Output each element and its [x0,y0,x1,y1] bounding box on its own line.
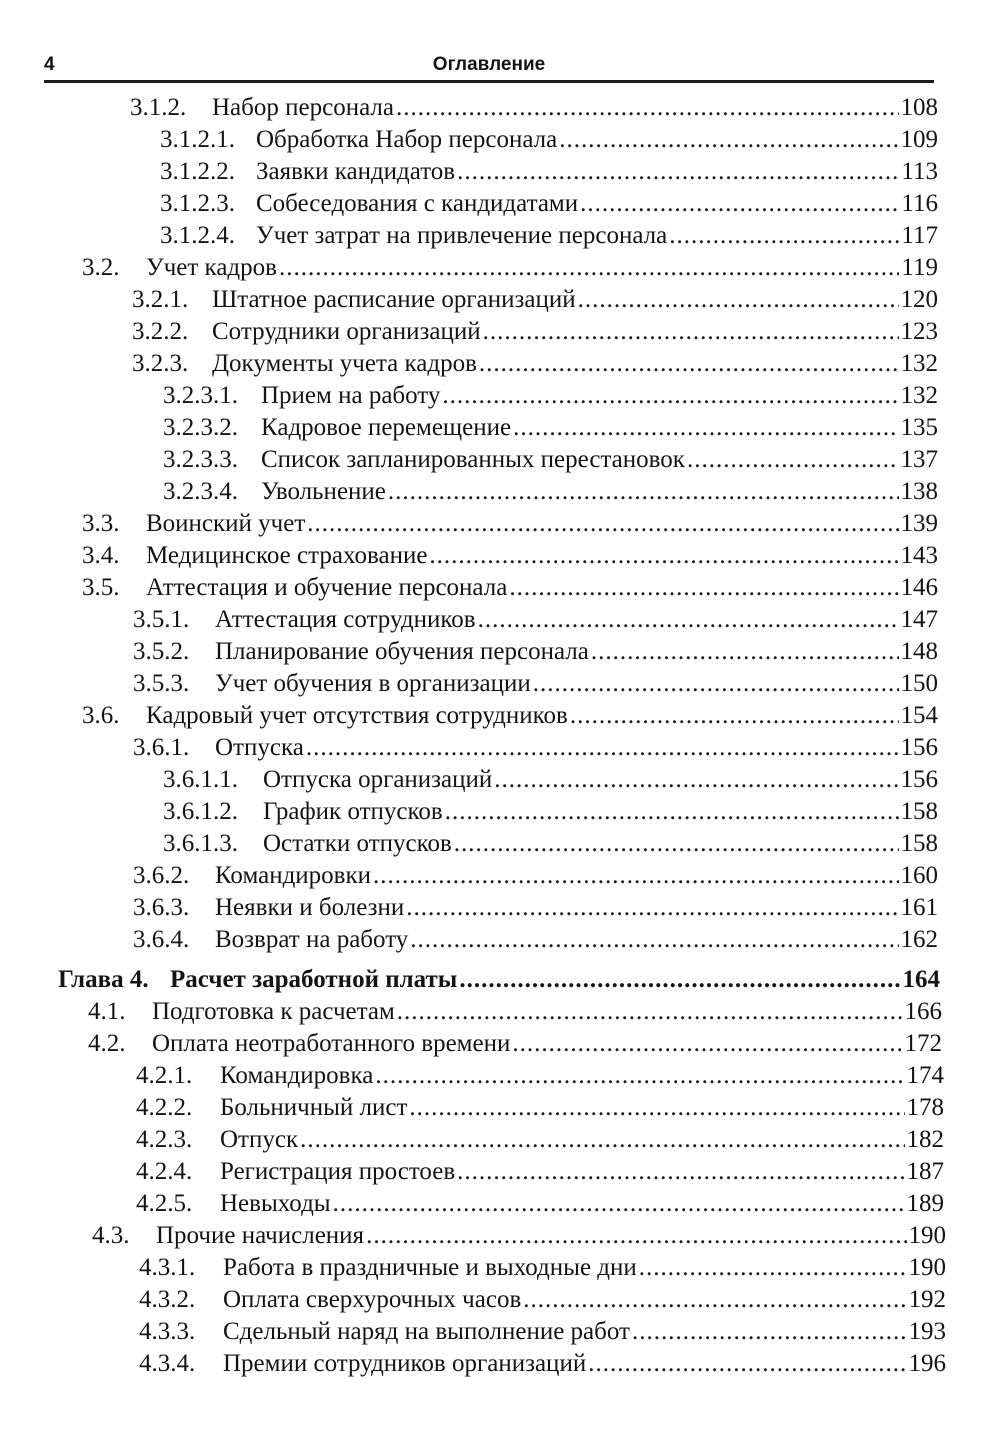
toc-entry-page: 178 [906,1094,944,1121]
toc-entry-number: 4.3. [92,1222,130,1249]
toc-entry-title: Планирование обучения персонала [215,638,589,665]
toc-entry-title: Командировка [220,1062,374,1089]
toc-entry-number: 4.2. [88,1030,126,1057]
toc-entry [82,542,938,574]
toc-entry [163,766,938,798]
toc-entry-page: 135 [900,414,938,441]
toc-entry [88,1030,942,1062]
toc-entry-title: Работа в праздничные и выходные дни [223,1254,637,1281]
toc-entry-page: 132 [900,350,938,377]
toc-entry-page: 189 [906,1190,944,1217]
toc-entry-page: 143 [900,542,938,569]
dot-leader [366,1222,906,1250]
toc-entry-number: 3.1.2.3. [160,190,235,217]
toc-entry-page: 160 [900,862,938,889]
dot-leader [632,1318,907,1346]
toc-entry [160,190,938,222]
toc-entry [163,830,938,862]
toc-entry-page: 174 [906,1062,944,1089]
toc-entry-page: 192 [908,1286,946,1313]
toc-entry-title: Медицинское страхование [146,542,428,569]
toc-entry-page: 158 [900,830,938,857]
toc-entry [132,286,938,318]
toc-entry-page: 156 [900,766,938,793]
toc-entry-number: 3.5.3. [133,670,190,697]
toc-entry-title: Командировки [215,862,372,889]
dot-leader [457,1158,904,1186]
dot-leader [588,1350,906,1378]
toc-entry [163,798,938,830]
toc-entry-number: 3.1.2. [130,94,187,121]
toc-entry-number: 4.3.4. [139,1350,196,1377]
dot-leader [409,1094,904,1122]
toc-entry [133,606,938,638]
toc-entry [163,382,938,414]
toc-entry [163,478,938,510]
running-title: Оглавление [432,54,546,75]
toc-entry-title: Сотрудники организаций [212,318,481,345]
toc-entry-title: Список запланированных перестановок [261,446,685,473]
dot-leader [478,606,899,634]
toc-entry-number: 3.6.2. [133,862,190,889]
dot-leader [454,830,899,858]
toc-entry-number: 3.2.3.3. [163,446,238,473]
toc-entry-number: 3.2.3.4. [163,478,238,505]
toc-entry-page: 113 [901,158,938,185]
toc-entry-title: Заявки кандидатов [256,158,456,185]
toc-entry-title: Воинский учет [146,510,306,537]
toc-entry-title: Невыходы [220,1190,331,1217]
toc-entry [136,1094,944,1126]
toc-entry-title: Кадровое перемещение [261,414,512,441]
toc-entry-page: 132 [900,382,938,409]
toc-entry [133,638,938,670]
toc-entry-number: 3.6.1.3. [163,830,238,857]
toc-entry [163,446,938,478]
toc-entry-page: 162 [900,926,938,953]
dot-leader [410,926,898,954]
toc-entry-page: 161 [900,894,938,921]
toc-entry-number: 3.2.2. [132,318,189,345]
toc-entry-title: Неявки и болезни [215,894,405,921]
toc-entry-title: Штатное расписание организаций [212,286,576,313]
dot-leader [375,1062,904,1090]
toc-entry-title: Аттестация и обучение персонала [146,574,508,601]
dot-leader [669,222,899,250]
toc-entry-title: Оплата неотработанного времени [152,1030,511,1057]
toc-entry [133,894,938,926]
toc-entry-title: Аттестация сотрудников [215,606,476,633]
toc-entry-page: 156 [900,734,938,761]
dot-leader [396,94,899,122]
toc-entry-page: 193 [908,1318,946,1345]
toc-entry-title: Прочие начисления [156,1222,365,1249]
dot-leader [513,414,898,442]
toc-entry-number: 4.2.1. [136,1062,193,1089]
toc-entry-page: 158 [900,798,938,825]
toc-entry-number: 4.2.2. [136,1094,193,1121]
toc-entry [160,126,938,158]
toc-entry-page: 190 [908,1254,946,1281]
toc-entry [133,734,938,766]
dot-leader [512,1030,902,1058]
toc-entry-page: 139 [900,510,938,537]
toc-entry-title: Сдельный наряд на выполнение работ [223,1318,630,1345]
toc-entry [136,1062,944,1094]
dot-leader [406,894,898,922]
toc-entry [139,1254,946,1286]
dot-leader [479,350,899,378]
dot-leader [687,446,899,474]
toc-entry-page: 147 [900,606,938,633]
toc-entry [163,414,938,446]
toc-chapter-entry [58,966,940,998]
toc-entry-title: Расчет заработной платы [170,966,458,993]
toc-entry-number: 3.6. [82,702,120,729]
toc-entry-number: 3.6.1.1. [163,766,238,793]
toc-entry-title: Кадровый учет отсутствия сотрудников [146,702,568,729]
toc-entry-number: 3.2.1. [132,286,189,313]
toc-entry [82,510,938,542]
toc-entry-page: 117 [901,222,938,249]
toc-entry-number: 3.5.1. [133,606,190,633]
toc-entry [88,998,942,1030]
toc-entry-title: Отпуск [220,1126,299,1153]
toc-entry-page: 109 [900,126,938,153]
toc-entry [160,222,938,254]
toc-entry [133,670,938,702]
toc-entry-number: 4.3.3. [139,1318,196,1345]
toc-entry [82,254,938,286]
dot-leader [580,190,899,218]
dot-leader [307,510,898,538]
toc-entry-page: 164 [902,966,940,993]
toc-entry-title: Регистрация простоев [220,1158,456,1185]
toc-entry-page: 172 [904,1030,942,1057]
toc-entry-title: Обработка Набор персонала [256,126,558,153]
toc-entry-title: Документы учета кадров [212,350,477,377]
dot-leader [591,638,899,666]
toc-entry-page: 150 [900,670,938,697]
toc-entry [139,1286,946,1318]
page-number: 4 [44,54,55,75]
toc-entry [136,1158,944,1190]
toc-entry-number: 3.6.3. [133,894,190,921]
toc-entry [139,1318,946,1350]
toc-entry [133,926,938,958]
toc-entry-number: 4.3.1. [139,1254,196,1281]
toc-entry-title: Собеседования с кандидатами [256,190,579,217]
dot-leader [509,574,898,602]
toc-entry-page: 182 [906,1126,944,1153]
toc-entry [160,158,938,190]
toc-entry-title: Премии сотрудников организаций [223,1350,587,1377]
dot-leader [459,966,900,994]
toc-entry-page: 116 [901,190,938,217]
toc-entry [82,574,938,606]
dot-leader [523,1286,906,1314]
toc-entry-page: 154 [900,702,938,729]
dot-leader [570,702,899,730]
dot-leader [559,126,898,154]
toc-entry-title: Отпуска организаций [263,766,493,793]
dot-leader [445,798,899,826]
toc-entry [82,702,938,734]
dot-leader [397,998,903,1026]
toc-entry-number: 3.2.3. [132,350,189,377]
toc-entry-number: 3.6.1.2. [163,798,238,825]
toc-entry-number: 3.2.3.2. [163,414,238,441]
toc-entry-number: 4.2.3. [136,1126,193,1153]
toc-entry [130,94,938,126]
toc-entry-page: 120 [900,286,938,313]
toc-entry-title: Учет кадров [146,254,277,281]
toc-entry-number: 4.2.5. [136,1190,193,1217]
toc-entry-title: Прием на работу [261,382,441,409]
toc-entry-number: 3.1.2.4. [160,222,235,249]
toc-entry [132,318,938,350]
toc-entry-number: Глава 4. [58,966,149,993]
toc-entry-number: 3.2. [82,254,120,281]
toc-entry-page: 119 [901,254,938,281]
dot-leader [533,670,899,698]
toc-entry [136,1190,944,1222]
toc-entry-title: Подготовка к расчетам [152,998,395,1025]
toc-entry [136,1126,944,1158]
dot-leader [639,1254,907,1282]
toc-entry-page: 148 [900,638,938,665]
dot-leader [494,766,898,794]
dot-leader [578,286,899,314]
dot-leader [300,1126,904,1154]
dot-leader [457,158,899,186]
dot-leader [306,734,899,762]
toc-entry-page: 123 [900,318,938,345]
toc-entry-number: 3.1.2.1. [160,126,235,153]
page-header [44,52,934,83]
toc-entry-page: 146 [900,574,938,601]
dot-leader [373,862,898,890]
toc-entry-number: 3.5.2. [133,638,190,665]
toc-entry-page: 137 [900,446,938,473]
toc-entry-number: 4.3.2. [139,1286,196,1313]
toc-entry-number: 3.5. [82,574,120,601]
toc-entry-page: 196 [908,1350,946,1377]
toc-entry-title: Возврат на работу [215,926,409,953]
toc-entry-title: График отпусков [263,798,443,825]
toc-entry-number: 3.6.4. [133,926,190,953]
toc-entry-title: Увольнение [261,478,386,505]
toc-entry-number: 3.6.1. [133,734,190,761]
dot-leader [333,1190,905,1218]
toc-entry-number: 4.1. [88,998,126,1025]
dot-leader [388,478,899,506]
dot-leader [279,254,899,282]
toc-entry-page: 190 [908,1222,946,1249]
toc-entry-title: Учет затрат на привлечение персонала [256,222,668,249]
toc-entry [133,862,938,894]
toc-entry-title: Остатки отпусков [263,830,452,857]
toc-entry [132,350,938,382]
toc-entry-number: 3.4. [82,542,120,569]
toc-entry-page: 187 [906,1158,944,1185]
toc-entry-page: 138 [900,478,938,505]
toc-entry-title: Набор персонала [212,94,394,121]
toc-entry [92,1222,946,1254]
toc-entry-page: 166 [904,998,942,1025]
toc-entry [139,1350,946,1382]
dot-leader [442,382,898,410]
toc-entry-number: 4.2.4. [136,1158,193,1185]
toc-entry-title: Больничный лист [220,1094,408,1121]
toc-entry-title: Отпуска [215,734,304,761]
toc-entry-number: 3.2.3.1. [163,382,238,409]
toc-entry-number: 3.3. [82,510,120,537]
toc-entry-number: 3.1.2.2. [160,158,235,185]
dot-leader [429,542,898,570]
toc-entry-title: Учет обучения в организации [215,670,531,697]
toc-entry-page: 108 [900,94,938,121]
dot-leader [483,318,899,346]
toc-entry-title: Оплата сверхурочных часов [223,1286,522,1313]
